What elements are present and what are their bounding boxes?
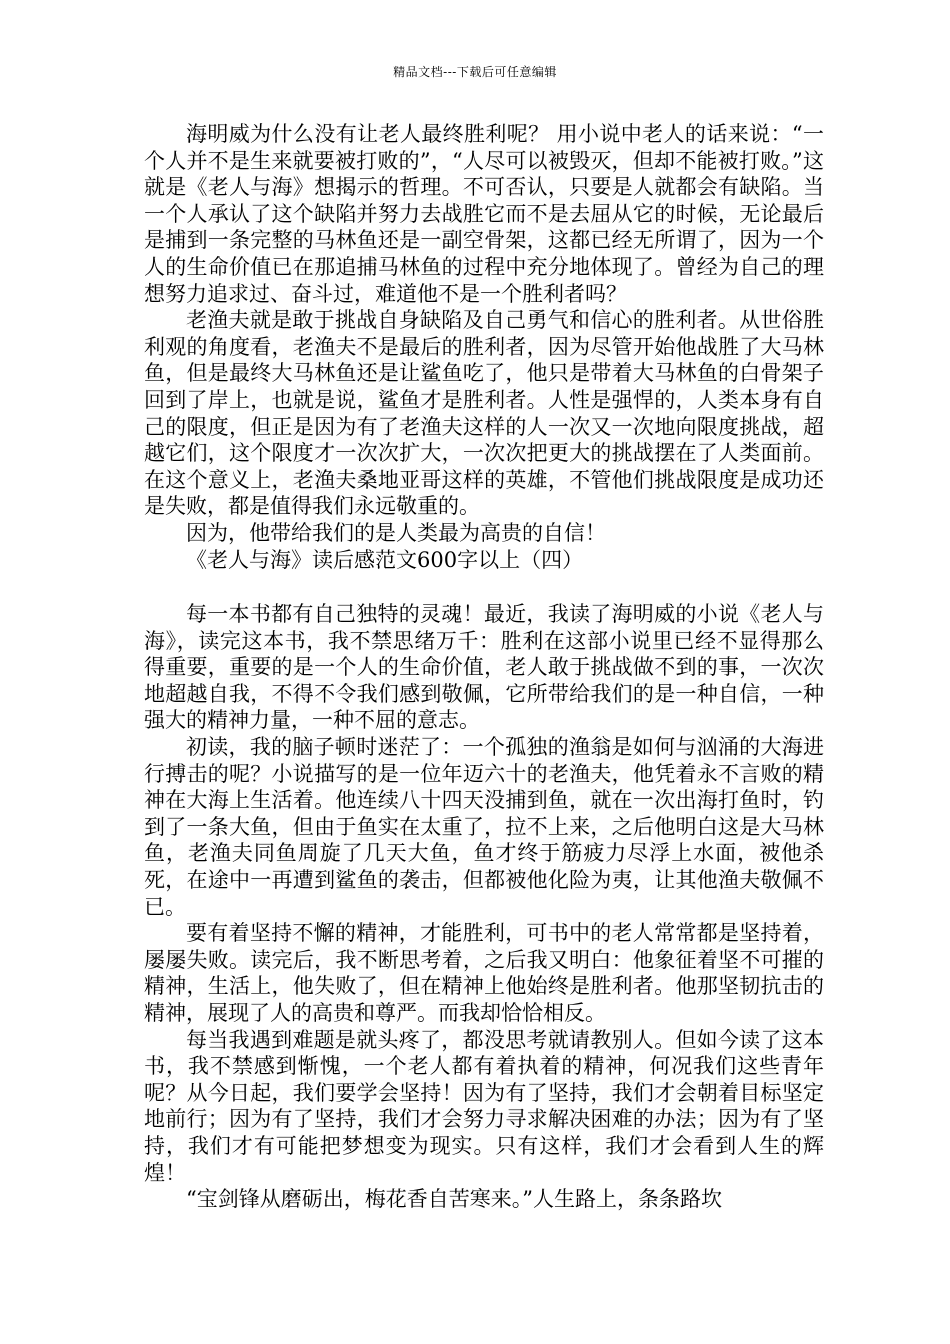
paragraph-old-fisherman-victor: 老渔夫就是敢于挑战自身缺陷及自己勇气和信心的胜利者。从世俗胜利观的角度看，老渔夫不是最后的胜利者，因为尽管开始他战胜了大马林鱼，但是最终大马林鱼还是让鲨鱼吃了，他只是带着大马林鱼的白骨架子回到了岸上，也就是说，鲨鱼才是胜利者。人性是强悍的，人类本身有自己的限度，但正是因为有了老渔夫这样的人一次又一次地向限度挑战，超越它们，这个限度才一次次扩大，一次次把更大的挑战摆在了人类面前。在这个意义上，老渔夫桑地亚哥这样的英雄，不管他们挑战限度是成功还是失败，都是值得我们永远敬重的。 (144, 308, 824, 519)
blank-line (144, 573, 824, 601)
paragraph-book-soul: 每一本书都有自己独特的灵魂！最近，我读了海明威的小说《老人与海》，读完这本书，我不禁思绪万千：胜利在这部小说里已经不显得那么得重要，重要的是一个人的生命价值，老人敢于挑战做不到的事，一次次地超越自我，不得不令我们感到敬佩，它所带给我们的是一种自信，一种强大的精神力量，一种不屈的意志。 (144, 602, 824, 733)
paragraph-hemingway-victory: 海明威为什么没有让老人最终胜利呢？ 用小说中老人的话来说：“一个人并不是生来就要被打败的”，“人尽可以被毁灭，但却不能被打败。”这就是《老人与海》想揭示的哲理。不可否认，只要是人就都会有缺陷。当一个人承认了这个缺陷并努力去战胜它而不是去屈从它的时候，无论最后是捕到一条完整的马林鱼还是一副空骨架，这都已经无所谓了，因为一个人的生命价值已在那追捕马林鱼的过程中充分地体现了。曾经为自己的理想努力追求过、奋斗过，难道他不是一个胜利者吗？ (144, 122, 824, 306)
paragraph-noble-confidence: 因为，他带给我们的是人类最为高贵的自信！ (186, 520, 606, 545)
paragraph-proverb: “宝剑锋从磨砺出，梅花香自苦寒来。”人生路上，条条路坎 (186, 1187, 722, 1212)
page-header: 精品文档---下载后可任意编辑 (393, 65, 557, 79)
paragraph-learn-to-persist: 每当我遇到难题是就头疼了，都没思考就请教别人。但如今读了这本书，我不禁感到惭愧，一个老人都有着执着的精神，何况我们这些青年呢？从今日起，我们要学会坚持！因为有了坚持，我们才会朝着目标坚定地前行；因为有了坚持，我们才会努力寻求解决困难的办法；因为有了坚持，我们才有可能把梦想变为现实。只有这样，我们才会看到人生的辉煌！ (144, 1027, 824, 1185)
section-title: 《老人与海》读后感范文600字以上（四） (186, 547, 584, 572)
document-body (144, 121, 824, 1213)
paragraph-first-reading: 初读，我的脑子顿时迷茫了：一个孤独的渔翁是如何与汹涌的大海进行搏击的呢？小说描写的是一位年迈六十的老渔夫，他凭着永不言败的精神在大海上生活着。他连续八十四天没捕到鱼，就在一次出海打鱼时，钓到了一条大鱼，但由于鱼实在太重了，拉不上来，之后他明白这是大马林鱼，老渔夫同鱼周旋了几天大鱼，鱼才终于筋疲力尽浮上水面，被他杀死，在途中一再遭到鲨鱼的袭击，但都被他化险为夷，让其他渔夫敬佩不已。 (144, 735, 824, 919)
paragraph-perseverance: 要有着坚持不懈的精神，才能胜利，可书中的老人常常都是坚持着，屡屡失败。读完后，我不断思考着，之后我又明白：他象征着坚不可摧的精神，生活上，他失败了，但在精神上他始终是胜利者。他那坚韧抗击的精神，展现了人的高贵和尊严。而我却恰恰相反。 (144, 921, 824, 1025)
